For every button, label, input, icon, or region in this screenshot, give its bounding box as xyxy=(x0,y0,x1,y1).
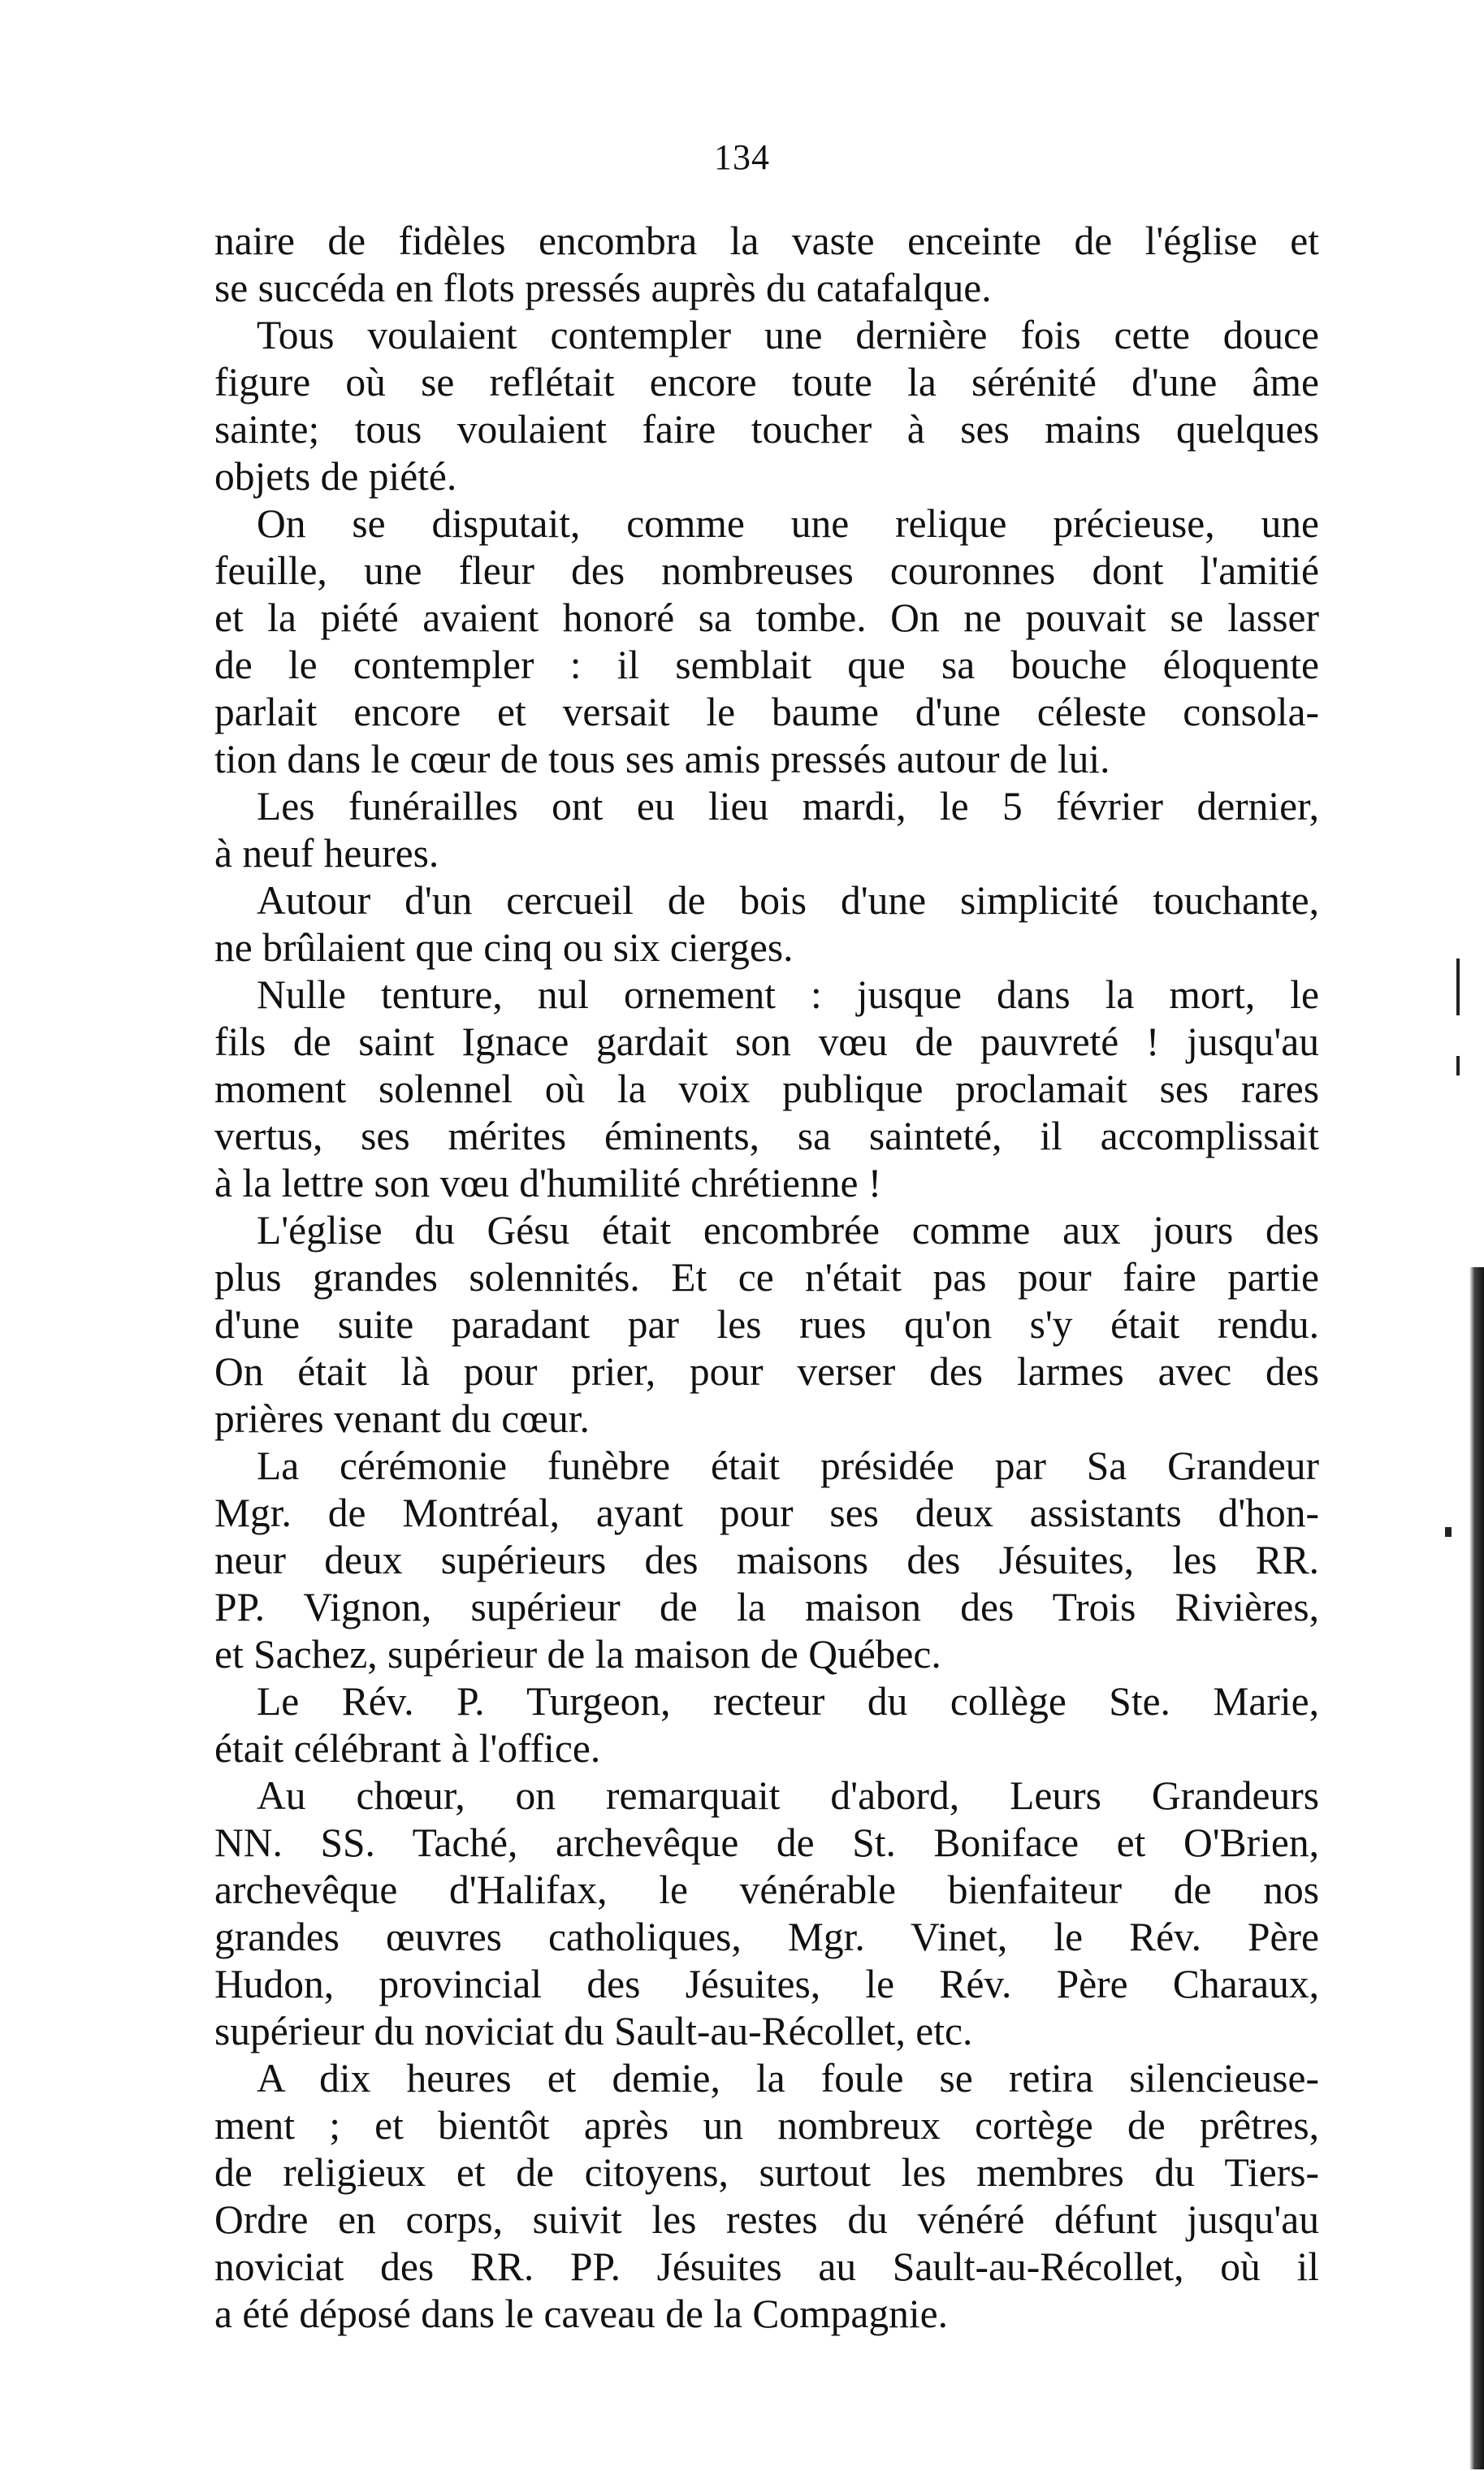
text-line: Les funérailles ont eu lieu mardi, le 5 février dernier, xyxy=(257,784,1319,829)
text-line: a été déposé dans le caveau de la Compagnie. xyxy=(214,2291,948,2336)
text-line: feuille, une fleur des nombreuses couronnes dont l'amitié xyxy=(214,548,1319,593)
text-line: Le Rév. P. Turgeon, recteur du collège Ste. Marie, xyxy=(257,1679,1319,1724)
text-line: vertus, ses mérites éminents, sa sainteté, il accomplissait xyxy=(214,1114,1319,1158)
text-line: L'église du Gésu était encombrée comme aux jours des xyxy=(257,1208,1319,1253)
scan-edge-shadow xyxy=(1469,1267,1484,2469)
paragraph xyxy=(214,1772,1319,2055)
paragraph xyxy=(214,218,1319,312)
text-line: Mgr. de Montréal, ayant pour ses deux assistants d'hon- xyxy=(214,1491,1319,1535)
text-line: Hudon, provincial des Jésuites, le Rév. Père Charaux, xyxy=(214,1962,1319,2006)
text-line: sainte; tous voulaient faire toucher à ses mains quelques xyxy=(214,407,1319,452)
text-line: prières venant du cœur. xyxy=(214,1396,590,1441)
text-line: naire de fidèles encombra la vaste enceinte de l'église et xyxy=(214,219,1319,263)
scan-speck xyxy=(1445,1527,1452,1537)
text-line: supérieur du noviciat du Sault-au-Récollet, etc. xyxy=(214,2009,973,2053)
text-line: Au chœur, on remarquait d'abord, Leurs Grandeurs xyxy=(257,1773,1319,1818)
text-line: à neuf heures. xyxy=(214,831,439,876)
text-line: Tous voulaient contempler une dernière fois cette douce xyxy=(257,313,1319,357)
text-line: On se disputait, comme une relique précieuse, une xyxy=(257,501,1319,546)
paragraph xyxy=(214,2055,1319,2338)
text-line: et la piété avaient honoré sa tombe. On ne pouvait se lasser xyxy=(214,595,1319,640)
text-line: se succéda en flots pressés auprès du catafalque. xyxy=(214,266,992,310)
text-line: et Sachez, supérieur de la maison de Québec. xyxy=(214,1632,941,1677)
text-line: à la lettre son vœu d'humilité chrétienne ! xyxy=(214,1161,882,1205)
paragraph xyxy=(214,877,1319,972)
text-line: La cérémonie funèbre était présidée par Sa Grandeur xyxy=(257,1443,1319,1488)
text-line: NN. SS. Taché, archevêque de St. Boniface et O'Brien, xyxy=(214,1820,1319,1865)
paragraph xyxy=(214,783,1319,877)
text-line: noviciat des RR. PP. Jésuites au Sault-au-Récollet, où il xyxy=(214,2244,1319,2289)
text-line: Autour d'un cercueil de bois d'une simplicité touchante, xyxy=(257,878,1319,923)
paragraph xyxy=(214,1678,1319,1772)
text-line: A dix heures et demie, la foule se retira silencieuse- xyxy=(257,2056,1319,2101)
paragraph xyxy=(214,972,1319,1207)
text-line: Ordre en corps, suivit les restes du vénéré défunt jusqu'au xyxy=(214,2197,1319,2242)
text-line: On était là pour prier, pour verser des larmes avec des xyxy=(214,1349,1319,1394)
text-line: ment ; et bientôt après un nombreux cortège de prêtres, xyxy=(214,2103,1319,2148)
text-line: ne brûlaient que cinq ou six cierges. xyxy=(214,925,794,970)
text-line: objets de piété. xyxy=(214,454,457,499)
text-line: fils de saint Ignace gardait son vœu de pauvreté ! jusqu'au xyxy=(214,1019,1319,1064)
text-line: était célébrant à l'office. xyxy=(214,1726,601,1771)
text-line: tion dans le cœur de tous ses amis pressés autour de lui. xyxy=(214,737,1110,781)
paragraph xyxy=(214,1207,1319,1443)
scan-speck xyxy=(1456,959,1460,1015)
text-line: de religieux et de citoyens, surtout les membres du Tiers- xyxy=(214,2150,1319,2195)
text-line: parlait encore et versait le baume d'une céleste consola- xyxy=(214,690,1319,734)
page-number: 134 xyxy=(714,137,770,177)
text-line: neur deux supérieurs des maisons des Jésuites, les RR. xyxy=(214,1538,1319,1582)
text-line: moment solennel où la voix publique proclamait ses rares xyxy=(214,1067,1319,1111)
paragraph xyxy=(214,1443,1319,1678)
text-line: d'une suite paradant par les rues qu'on s'y était rendu. xyxy=(214,1302,1319,1347)
text-line: Nulle tenture, nul ornement : jusque dans la mort, le xyxy=(257,972,1319,1017)
paragraph xyxy=(214,312,1319,500)
body-text xyxy=(214,218,1319,2338)
text-line: de le contempler : il semblait que sa bouche éloquente xyxy=(214,643,1319,687)
paragraph xyxy=(214,500,1319,783)
text-line: figure où se reflétait encore toute la sérénité d'une âme xyxy=(214,360,1319,405)
scan-speck xyxy=(1456,1056,1460,1075)
text-line: plus grandes solennités. Et ce n'était pas pour faire partie xyxy=(214,1255,1319,1300)
text-line: PP. Vignon, supérieur de la maison des Trois Rivières, xyxy=(214,1585,1319,1629)
text-line: archevêque d'Halifax, le vénérable bienfaiteur de nos xyxy=(214,1867,1319,1912)
text-line: grandes œuvres catholiques, Mgr. Vinet, le Rév. Père xyxy=(214,1915,1319,1959)
